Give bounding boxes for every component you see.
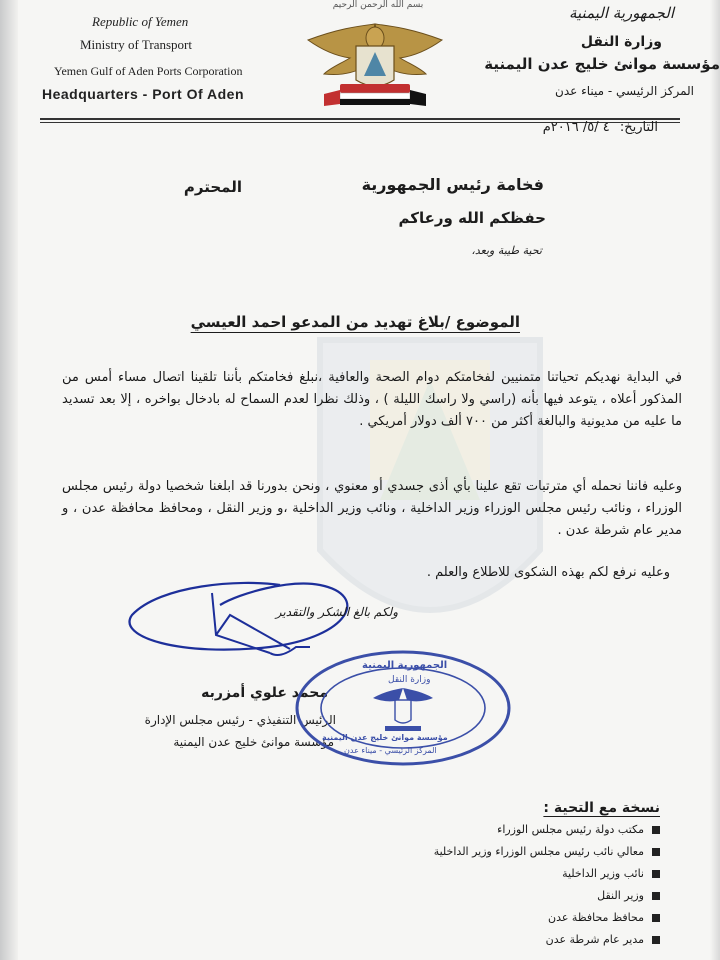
body-paragraph-3: وعليه نرفع لكم بهذه الشكوى للاطلاع والعلم . — [426, 565, 670, 580]
letterhead-corporation-en: Yemen Gulf of Aden Ports Corporation — [54, 64, 243, 78]
bullet-icon — [652, 826, 660, 834]
basmala: بسم الله الرحمن الرحيم — [332, 0, 424, 10]
cc-item — [497, 823, 660, 836]
stamp-text-hq: المركز الرئيسي - ميناء عدن — [344, 746, 437, 755]
bullet-icon — [652, 870, 660, 878]
letterhead-corporation-ar: مؤسسة موانئ خليج عدن اليمنية — [484, 55, 720, 73]
stamp-text-republic: الجمهورية اليمنية — [362, 660, 448, 671]
page-edge-shadow-right — [710, 0, 720, 960]
page-edge-shadow — [0, 0, 18, 960]
date-label: التاريخ: — [619, 120, 658, 135]
cc-item-label: مدير عام شرطة عدن — [545, 933, 644, 946]
letterhead-hq-ar: المركز الرئيسي - ميناء عدن — [555, 84, 694, 98]
recipient-title: فخامة رئيس الجمهورية — [361, 175, 544, 194]
recipient-blessing: حفظكم الله ورعاكم — [398, 209, 546, 227]
date-line — [543, 120, 658, 135]
letterhead-republic-ar: الجمهورية اليمنية — [568, 4, 674, 22]
closing-line: ولكم بالغ الشكر والتقدير — [275, 605, 398, 619]
body-paragraph-1: في البداية نهديكم تحياتنا متمنيين لفخامتكم دوام الصحة والعافية ،نبلغ فخامتكم بأننا تلقينا اتصال مساء أمس من المذكور أعلاه ، يتوعد فيها بأنه (راسي ولا راسك الليلة ) ، وذلك نظرا لعدم السماح له بادخال بواخره ، إلا بعد تسديد ما عليه من مديونية والبالغة أكثر من ٧٠٠ ألف دولار أمريكي . — [62, 370, 682, 429]
signatory-name: محمد علوي أمزربه — [201, 685, 328, 701]
signatory-org: مؤسسة موانئ خليج عدن اليمنية — [173, 735, 334, 749]
letterhead-ministry-en: Ministry of Transport — [80, 37, 192, 52]
letter-subject: الموضوع /بلاغ تهديد من المدعو احمد العيسي — [190, 313, 520, 331]
bullet-icon — [652, 848, 660, 856]
recipient-greeting: تحية طيبة وبعد، — [471, 244, 542, 257]
cc-heading: نسخة مع التحية : — [543, 800, 660, 816]
letterhead-hq-en: Headquarters - Port Of Aden — [42, 86, 245, 102]
cc-item-label: محافظ محافظة عدن — [548, 911, 644, 924]
recipient-honorific: المحترم — [183, 178, 242, 196]
bullet-icon — [652, 936, 660, 944]
cc-item-label: مكتب دولة رئيس مجلس الوزراء — [497, 823, 644, 836]
cc-item — [562, 867, 660, 880]
letterhead-republic-en: Republic of Yemen — [92, 14, 189, 29]
cc-item — [597, 889, 660, 902]
signatory-title: الرئيس التنفيذي - رئيس مجلس الإدارة — [144, 713, 336, 727]
stamp-text-ministry: وزارة النقل — [388, 675, 431, 685]
cc-item — [546, 933, 660, 946]
cc-item-label: وزير النقل — [597, 889, 644, 902]
bullet-icon — [652, 892, 660, 900]
cc-item-label: معالي نائب رئيس مجلس الوزراء وزير الداخلية — [433, 845, 644, 858]
letterhead-ministry-ar: وزارة النقل — [580, 34, 662, 50]
cc-item — [548, 911, 660, 924]
yemen-eagle-emblem-icon — [300, 6, 450, 114]
stamp-text-corporation: مؤسسة موانئ خليج عدن اليمنية — [322, 733, 448, 742]
bullet-icon — [652, 914, 660, 922]
body-paragraph-2: وعليه فاننا نحمله أي مترتبات تقع علينا بأي أذى جسدي أو معنوي ، ونحن بدورنا قد ابلغنا شخصيا دولة رئيس مجلس الوزراء ، ونائب رئيس مجلس الوزراء وزير الداخلية ، ونائب وزير الداخلية ،و وزير النقل ، ومحافظ محافظة عدن ، و مدير عام شرطة عدن . — [62, 479, 682, 538]
cc-item-label: نائب وزير الداخلية — [562, 867, 644, 880]
cc-item — [434, 845, 660, 858]
date-value: ٤ /٥/ ٢٠١٦م — [542, 120, 610, 135]
